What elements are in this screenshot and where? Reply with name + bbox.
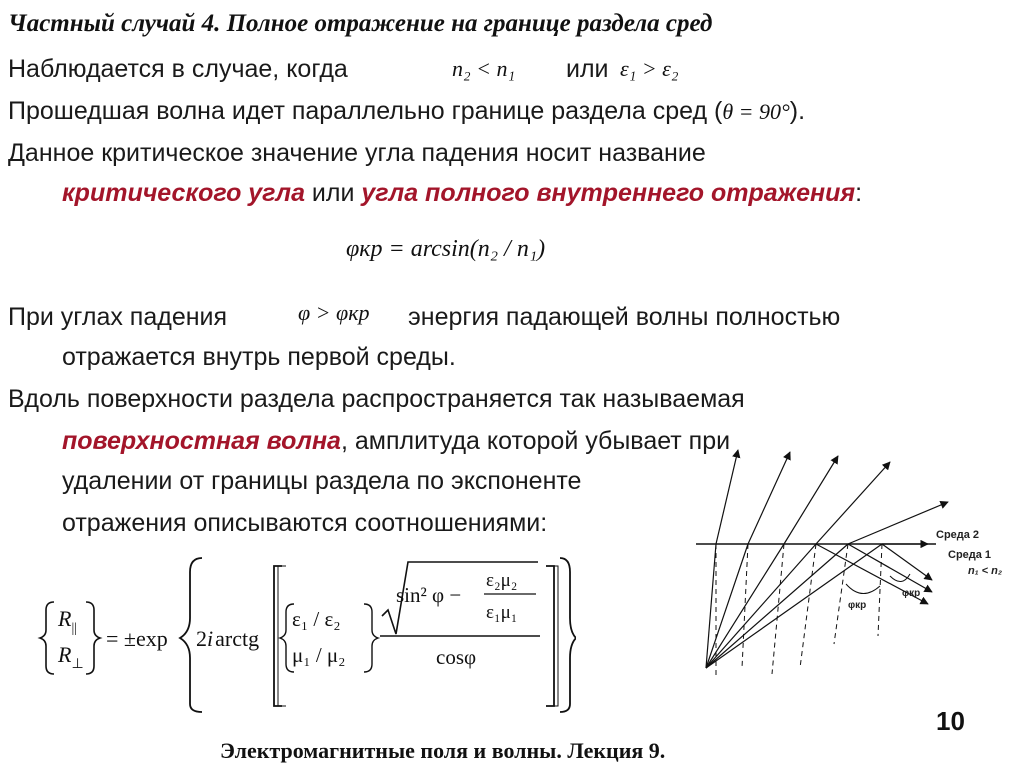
refracted-rays [716, 450, 948, 544]
critical-angle-formula: φкр = arcsin(n₂ / n₁) [346, 236, 546, 262]
page-number: 10 [936, 706, 965, 736]
transmitted-wave-text: Прошедшая волна идет параллельно границе раздела сред ( [8, 97, 723, 125]
condition-or: или [566, 55, 609, 83]
critical-value-line: Данное критическое значение угла падения носит название [8, 139, 706, 167]
condition-text: Наблюдается в случае, когда [8, 55, 348, 83]
r-parallel-subscript: || [71, 621, 78, 636]
critical-angle-label-right: φкр [902, 588, 921, 599]
arctg-function: arctg [215, 626, 260, 651]
incidence-angle-formula: φ > φкр [298, 300, 370, 325]
medium1-label: Среда 1 [948, 549, 992, 561]
critical-angle-term: критического угла [62, 179, 305, 207]
surface-wave-line [62, 426, 730, 456]
exp-sign: = ±exp [106, 626, 168, 651]
r-perp-symbol: R [58, 642, 72, 667]
surface-wave-rest: , амплитуда которой убывает при [340, 427, 731, 455]
incidence-angle-text: При углах падения [8, 303, 228, 331]
angle-arc-left [846, 584, 880, 594]
svg-text:2iarctg [196, 626, 259, 651]
condition-eps-formula: ε₁ > ε₂ [620, 56, 679, 81]
angle-arc-right [890, 574, 910, 582]
lecture-footer: Электромагнитные поля и волны. Лекция 9. [220, 738, 666, 763]
total-internal-reflection-term: угла полного внутреннего отражения [361, 179, 856, 207]
theta-formula: θ = 90° [722, 99, 790, 124]
mu-ratio: μ₁ / μ₂ [292, 643, 346, 667]
slide-title: Частный случай 4. Полное отражение на границе раздела сред [8, 10, 713, 37]
r-perp-subscript: ⊥ [71, 657, 84, 672]
cos-denominator: cosφ [436, 645, 477, 669]
imaginary-unit: i [207, 626, 214, 651]
transmitted-wave-line [8, 96, 805, 127]
transmitted-wave-end: ). [789, 97, 806, 125]
critical-angle-label-left: φкр [848, 600, 867, 611]
refraction-condition-label: n₁ < n₂ [968, 565, 1003, 577]
surface-propagation-line: Вдоль поверхности раздела распространяется так называемая [8, 385, 745, 413]
energy-text: энергия падающей волны полностью [408, 303, 841, 331]
critical-angle-or: или [304, 179, 362, 207]
surface-wave-term: поверхностная волна [62, 427, 341, 455]
two-coefficient: 2 [196, 626, 207, 651]
condition-line [8, 54, 348, 84]
medium2-label: Среда 2 [936, 529, 980, 541]
reflection-relations-line: отражения описываются соотношениями: [62, 509, 548, 537]
svg-text:R⊥ [57, 642, 84, 672]
sin-squared-term: sin² φ − [396, 583, 462, 607]
critical-angle-names [62, 178, 862, 208]
exponential-decay-line: удалении от границы раздела по экспоненте [62, 467, 582, 495]
sqrt-denominator: ε₁μ₁ [486, 602, 518, 623]
reflected-inside-line: отражается внутрь первой среды. [62, 343, 456, 371]
sqrt-numerator: ε₂μ₂ [486, 570, 518, 591]
eps-ratio: ε₁ / ε₂ [292, 607, 341, 631]
svg-text:R|| [57, 606, 77, 636]
r-parallel-symbol: R [58, 606, 72, 631]
critical-angle-colon: : [855, 179, 863, 207]
total-reflection-diagram [696, 446, 1024, 696]
condition-n-formula: n₂ < n₁ [452, 56, 516, 81]
reflection-coefficient-formula [36, 552, 576, 714]
